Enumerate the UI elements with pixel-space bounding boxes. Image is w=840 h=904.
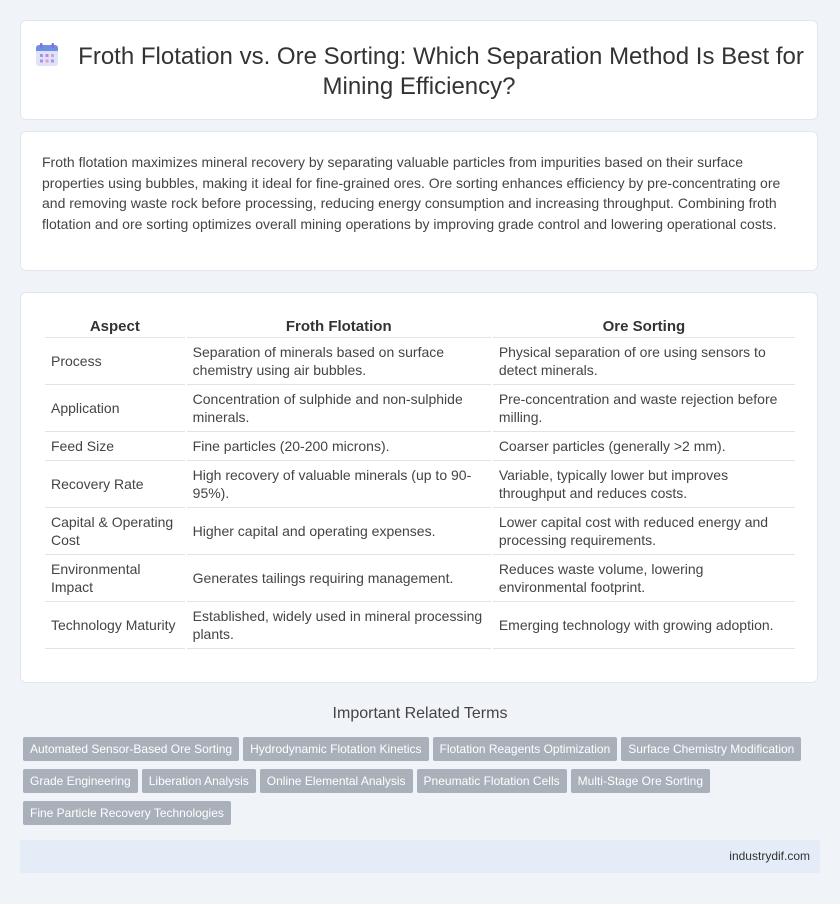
calendar-grid-icon — [34, 42, 60, 68]
table-row — [45, 508, 795, 555]
froth-flotation-cell: Fine particles (20-200 microns). — [187, 432, 491, 461]
froth-flotation-cell: Separation of minerals based on surface chemistry using air bubbles. — [187, 338, 491, 385]
related-term-tag[interactable]: Hydrodynamic Flotation Kinetics — [243, 737, 428, 761]
aspect-cell: Process — [45, 338, 185, 385]
related-term-tag[interactable]: Multi-Stage Ore Sorting — [571, 769, 710, 793]
header-aspect: Aspect — [45, 315, 185, 338]
aspect-cell: Application — [45, 385, 185, 432]
header-froth-flotation: Froth Flotation — [187, 315, 491, 338]
table-row — [45, 602, 795, 649]
table-row — [45, 385, 795, 432]
page-title: Froth Flotation vs. Ore Sorting: Which Separation Method Is Best for Mining Efficiency? — [78, 43, 804, 100]
related-term-tag[interactable]: Online Elemental Analysis — [260, 769, 413, 793]
related-term-tag[interactable]: Automated Sensor-Based Ore Sorting — [23, 737, 239, 761]
ore-sorting-cell: Pre-concentration and waste rejection before milling. — [493, 385, 795, 432]
related-terms-list — [23, 737, 823, 833]
related-term-tag[interactable]: Surface Chemistry Modification — [621, 737, 801, 761]
table-row — [45, 461, 795, 508]
comparison-table — [43, 315, 797, 649]
aspect-cell: Technology Maturity — [45, 602, 185, 649]
ore-sorting-cell: Physical separation of ore using sensors to detect minerals. — [493, 338, 795, 385]
froth-flotation-cell: High recovery of valuable minerals (up to 90-95%). — [187, 461, 491, 508]
related-terms-title: Important Related Terms — [332, 705, 508, 722]
footer-site-link[interactable]: industrydif.com — [729, 849, 810, 863]
related-term-tag[interactable]: Pneumatic Flotation Cells — [417, 769, 567, 793]
froth-flotation-cell: Established, widely used in mineral processing plants. — [187, 602, 491, 649]
aspect-cell: Environmental Impact — [45, 555, 185, 602]
table-row — [45, 338, 795, 385]
intro-card — [20, 131, 818, 271]
ore-sorting-cell: Coarser particles (generally >2 mm). — [493, 432, 795, 461]
froth-flotation-cell: Generates tailings requiring management. — [187, 555, 491, 602]
page-title-wrap — [21, 42, 817, 102]
table-header-row — [45, 315, 795, 338]
footer — [20, 840, 820, 873]
aspect-cell: Recovery Rate — [45, 461, 185, 508]
related-term-tag[interactable]: Fine Particle Recovery Technologies — [23, 801, 231, 825]
table-row — [45, 555, 795, 602]
intro-paragraph: Froth flotation maximizes mineral recovery by separating valuable particles from impurities based on their surface properties using bubbles, making it ideal for fine-grained ores. Ore sorting enhances efficiency by pre-concentrating ore and removing waste rock before processing, reducing energy consumption and increasing throughput. Combining froth flotation and ore sorting optimizes overall mining operations by improving grade control and lowering operational costs. — [42, 154, 781, 232]
froth-flotation-cell: Concentration of sulphide and non-sulphide minerals. — [187, 385, 491, 432]
aspect-cell: Feed Size — [45, 432, 185, 461]
related-term-tag[interactable]: Liberation Analysis — [142, 769, 256, 793]
ore-sorting-cell: Variable, typically lower but improves throughput and reduces costs. — [493, 461, 795, 508]
ore-sorting-cell: Lower capital cost with reduced energy and processing requirements. — [493, 508, 795, 555]
header-ore-sorting: Ore Sorting — [493, 315, 795, 338]
table-row — [45, 432, 795, 461]
comparison-card — [20, 292, 818, 683]
ore-sorting-cell: Emerging technology with growing adoption. — [493, 602, 795, 649]
aspect-cell: Capital & Operating Cost — [45, 508, 185, 555]
related-term-tag[interactable]: Flotation Reagents Optimization — [433, 737, 618, 761]
ore-sorting-cell: Reduces waste volume, lowering environmental footprint. — [493, 555, 795, 602]
froth-flotation-cell: Higher capital and operating expenses. — [187, 508, 491, 555]
header-card — [20, 20, 818, 120]
related-term-tag[interactable]: Grade Engineering — [23, 769, 138, 793]
